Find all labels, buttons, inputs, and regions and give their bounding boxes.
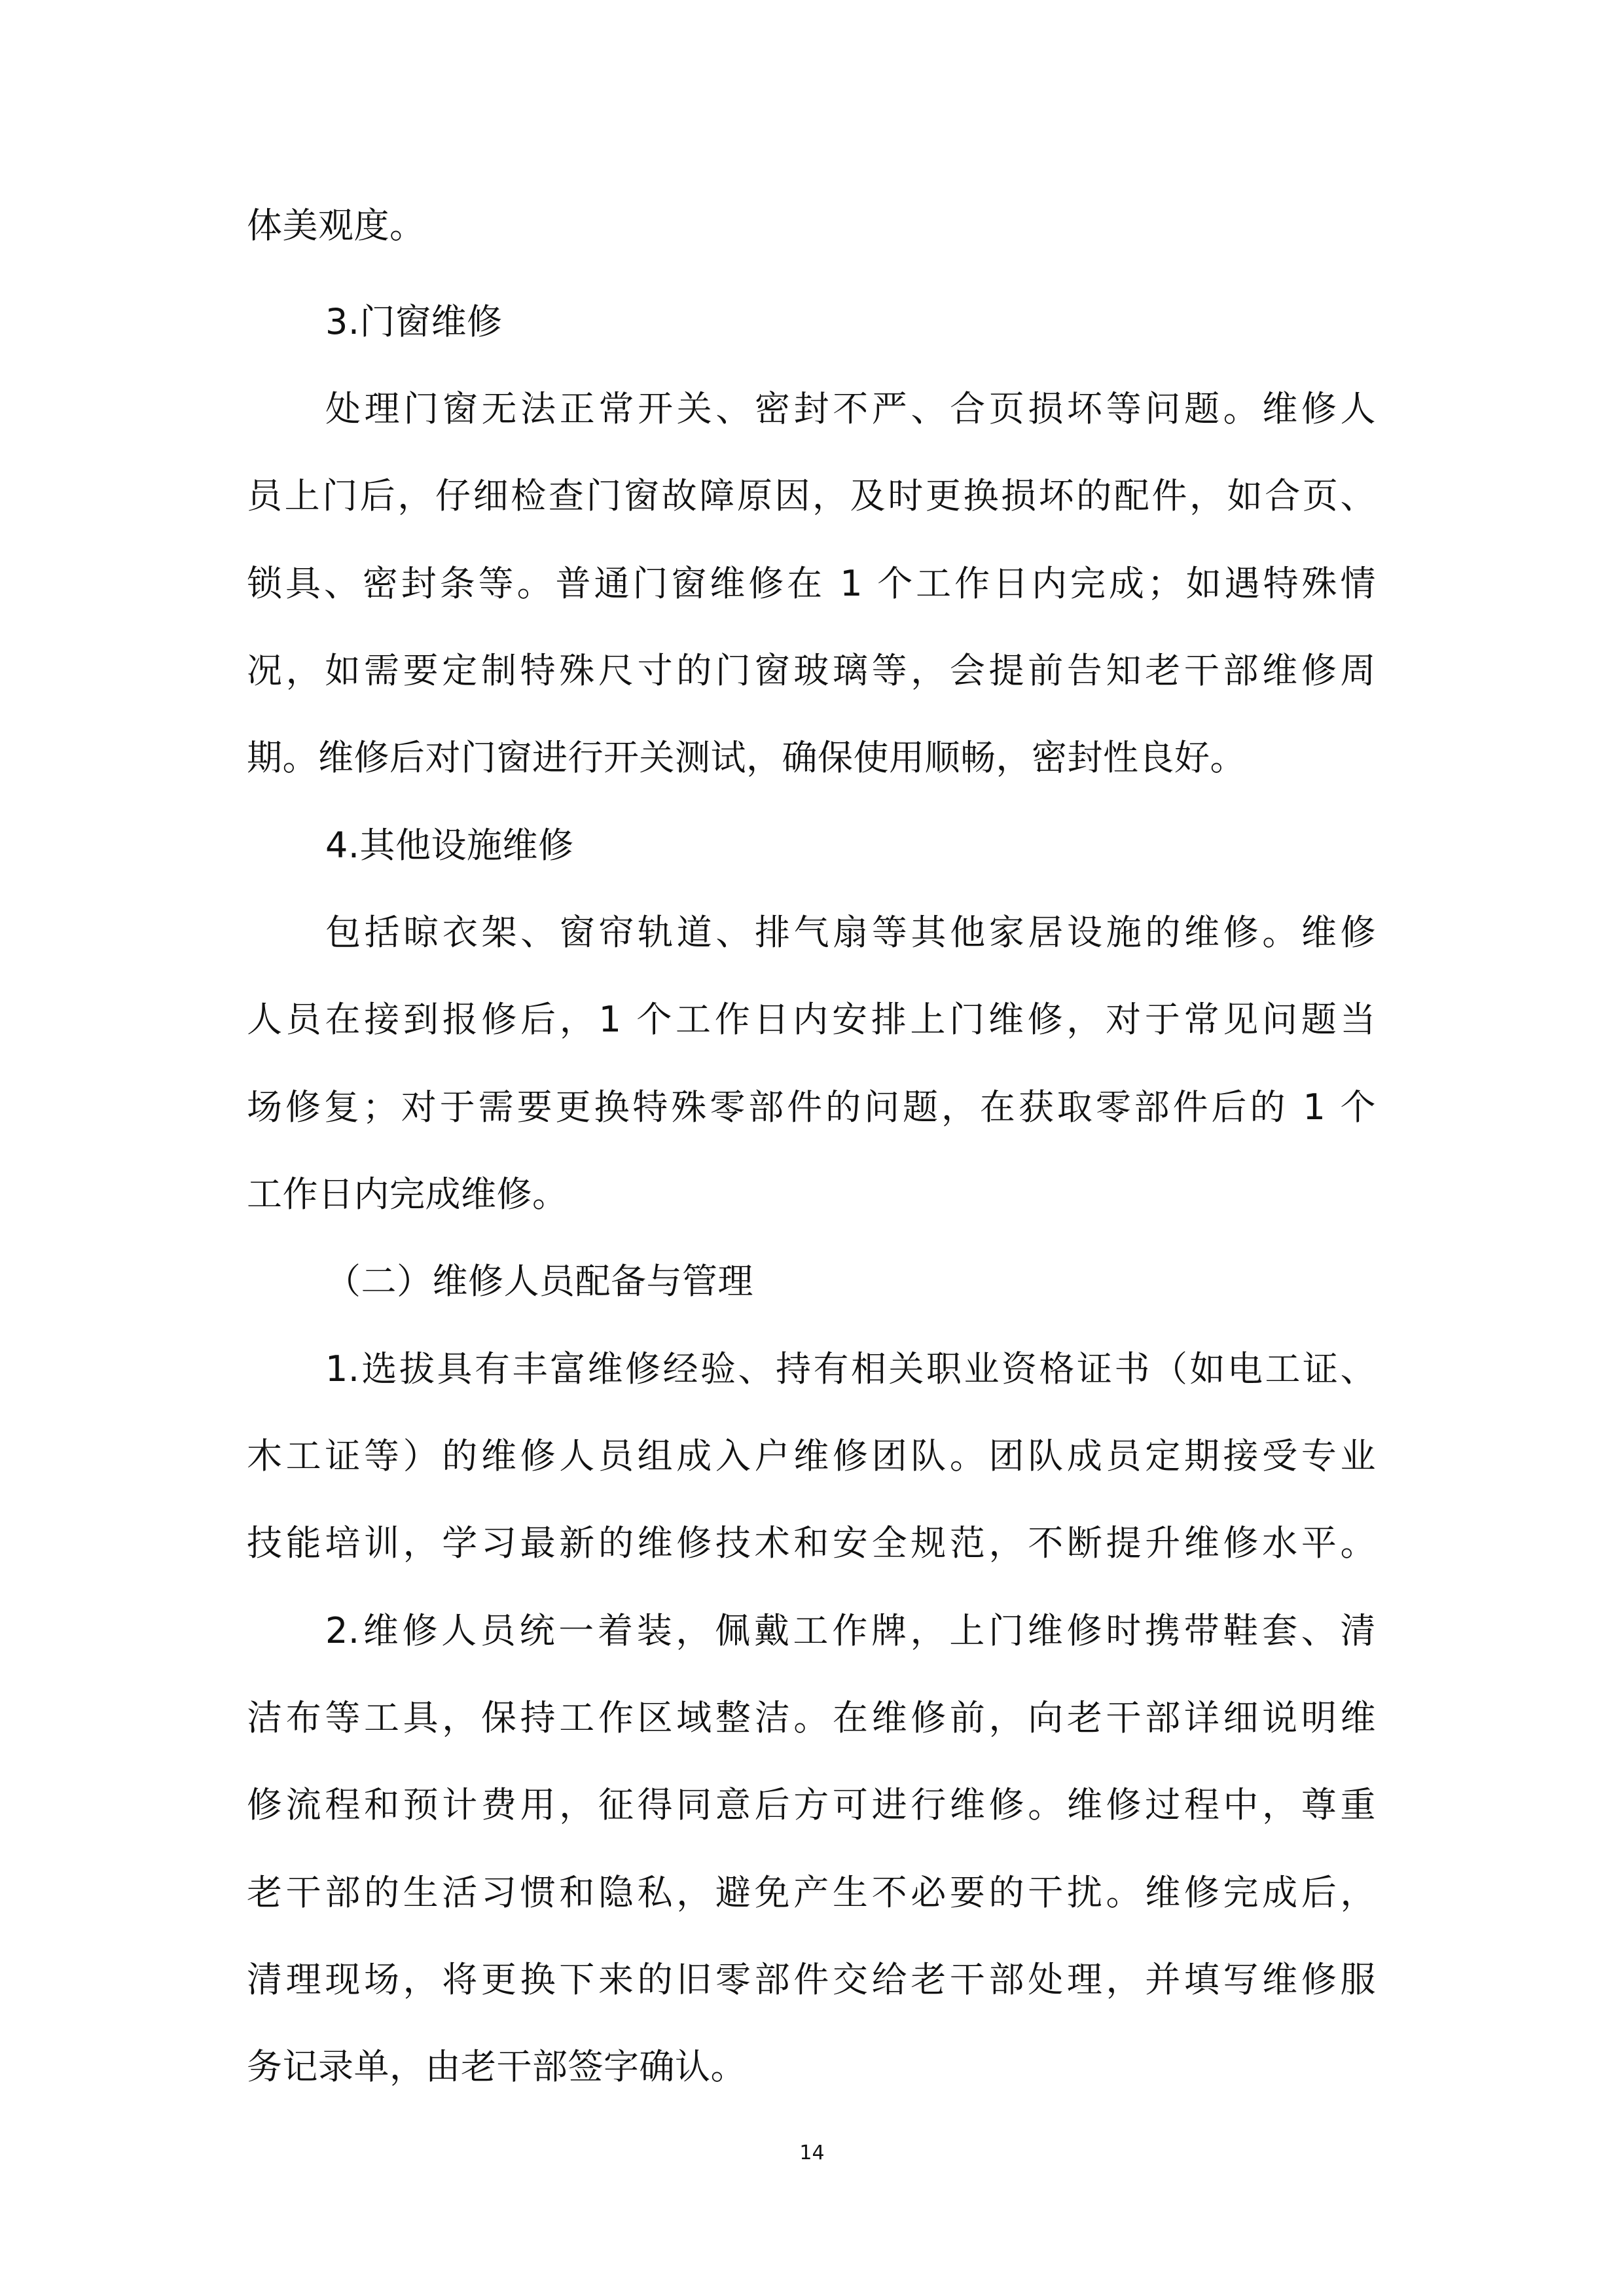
text-line: 锁具、密封条等。普通门窗维修在 1 个工作日内完成；如遇特殊情 xyxy=(247,563,1376,604)
text-line: 工作日内完成维修。 xyxy=(247,1174,568,1215)
text-line: 体美观度。 xyxy=(247,205,425,246)
section-heading-staffing: （二）维修人员配备与管理 xyxy=(325,1261,753,1302)
text-line: 包括晾衣架、窗帘轨道、排气扇等其他家居设施的维修。维修 xyxy=(325,912,1376,953)
text-line: 期。维修后对门窗进行开关测试，确保使用顺畅，密封性良好。 xyxy=(247,737,1246,778)
text-line: 清理现场，将更换下来的旧零部件交给老干部处理，并填写维修服 xyxy=(247,1959,1376,2000)
text-line: 木工证等）的维修人员组成入户维修团队。团队成员定期接受专业 xyxy=(247,1435,1376,1477)
text-line: 修流程和预计费用，征得同意后方可进行维修。维修过程中，尊重 xyxy=(247,1784,1376,1825)
text-line: 1.选拔具有丰富维修经验、持有相关职业资格证书（如电工证、 xyxy=(325,1348,1376,1390)
section-heading-doors-windows: 3.门窗维修 xyxy=(325,301,503,342)
text-line: 员上门后，仔细检查门窗故障原因，及时更换损坏的配件，如合页、 xyxy=(247,475,1376,516)
text-line: 2.维修人员统一着装，佩戴工作牌，上门维修时携带鞋套、清 xyxy=(325,1610,1376,1651)
text-line: 人员在接到报修后，1 个工作日内安排上门维修，对于常见问题当 xyxy=(247,999,1376,1040)
text-line: 务记录单，由老干部签字确认。 xyxy=(247,2046,746,2087)
text-line: 老干部的生活习惯和隐私，避免产生不必要的干扰。维修完成后， xyxy=(247,1872,1376,1913)
text-line: 技能培训，学习最新的维修技术和安全规范，不断提升维修水平。 xyxy=(247,1522,1376,1564)
page-number: 14 xyxy=(799,2142,825,2164)
section-heading-other-facilities: 4.其他设施维修 xyxy=(325,825,574,866)
text-line: 洁布等工具，保持工作区域整洁。在维修前，向老干部详细说明维 xyxy=(247,1697,1376,1738)
text-line: 场修复；对于需要更换特殊零部件的问题，在获取零部件后的 1 个 xyxy=(247,1086,1376,1128)
text-line: 况，如需要定制特殊尺寸的门窗玻璃等，会提前告知老干部维修周 xyxy=(247,650,1376,691)
text-line: 处理门窗无法正常开关、密封不严、合页损坏等问题。维修人 xyxy=(325,388,1376,429)
